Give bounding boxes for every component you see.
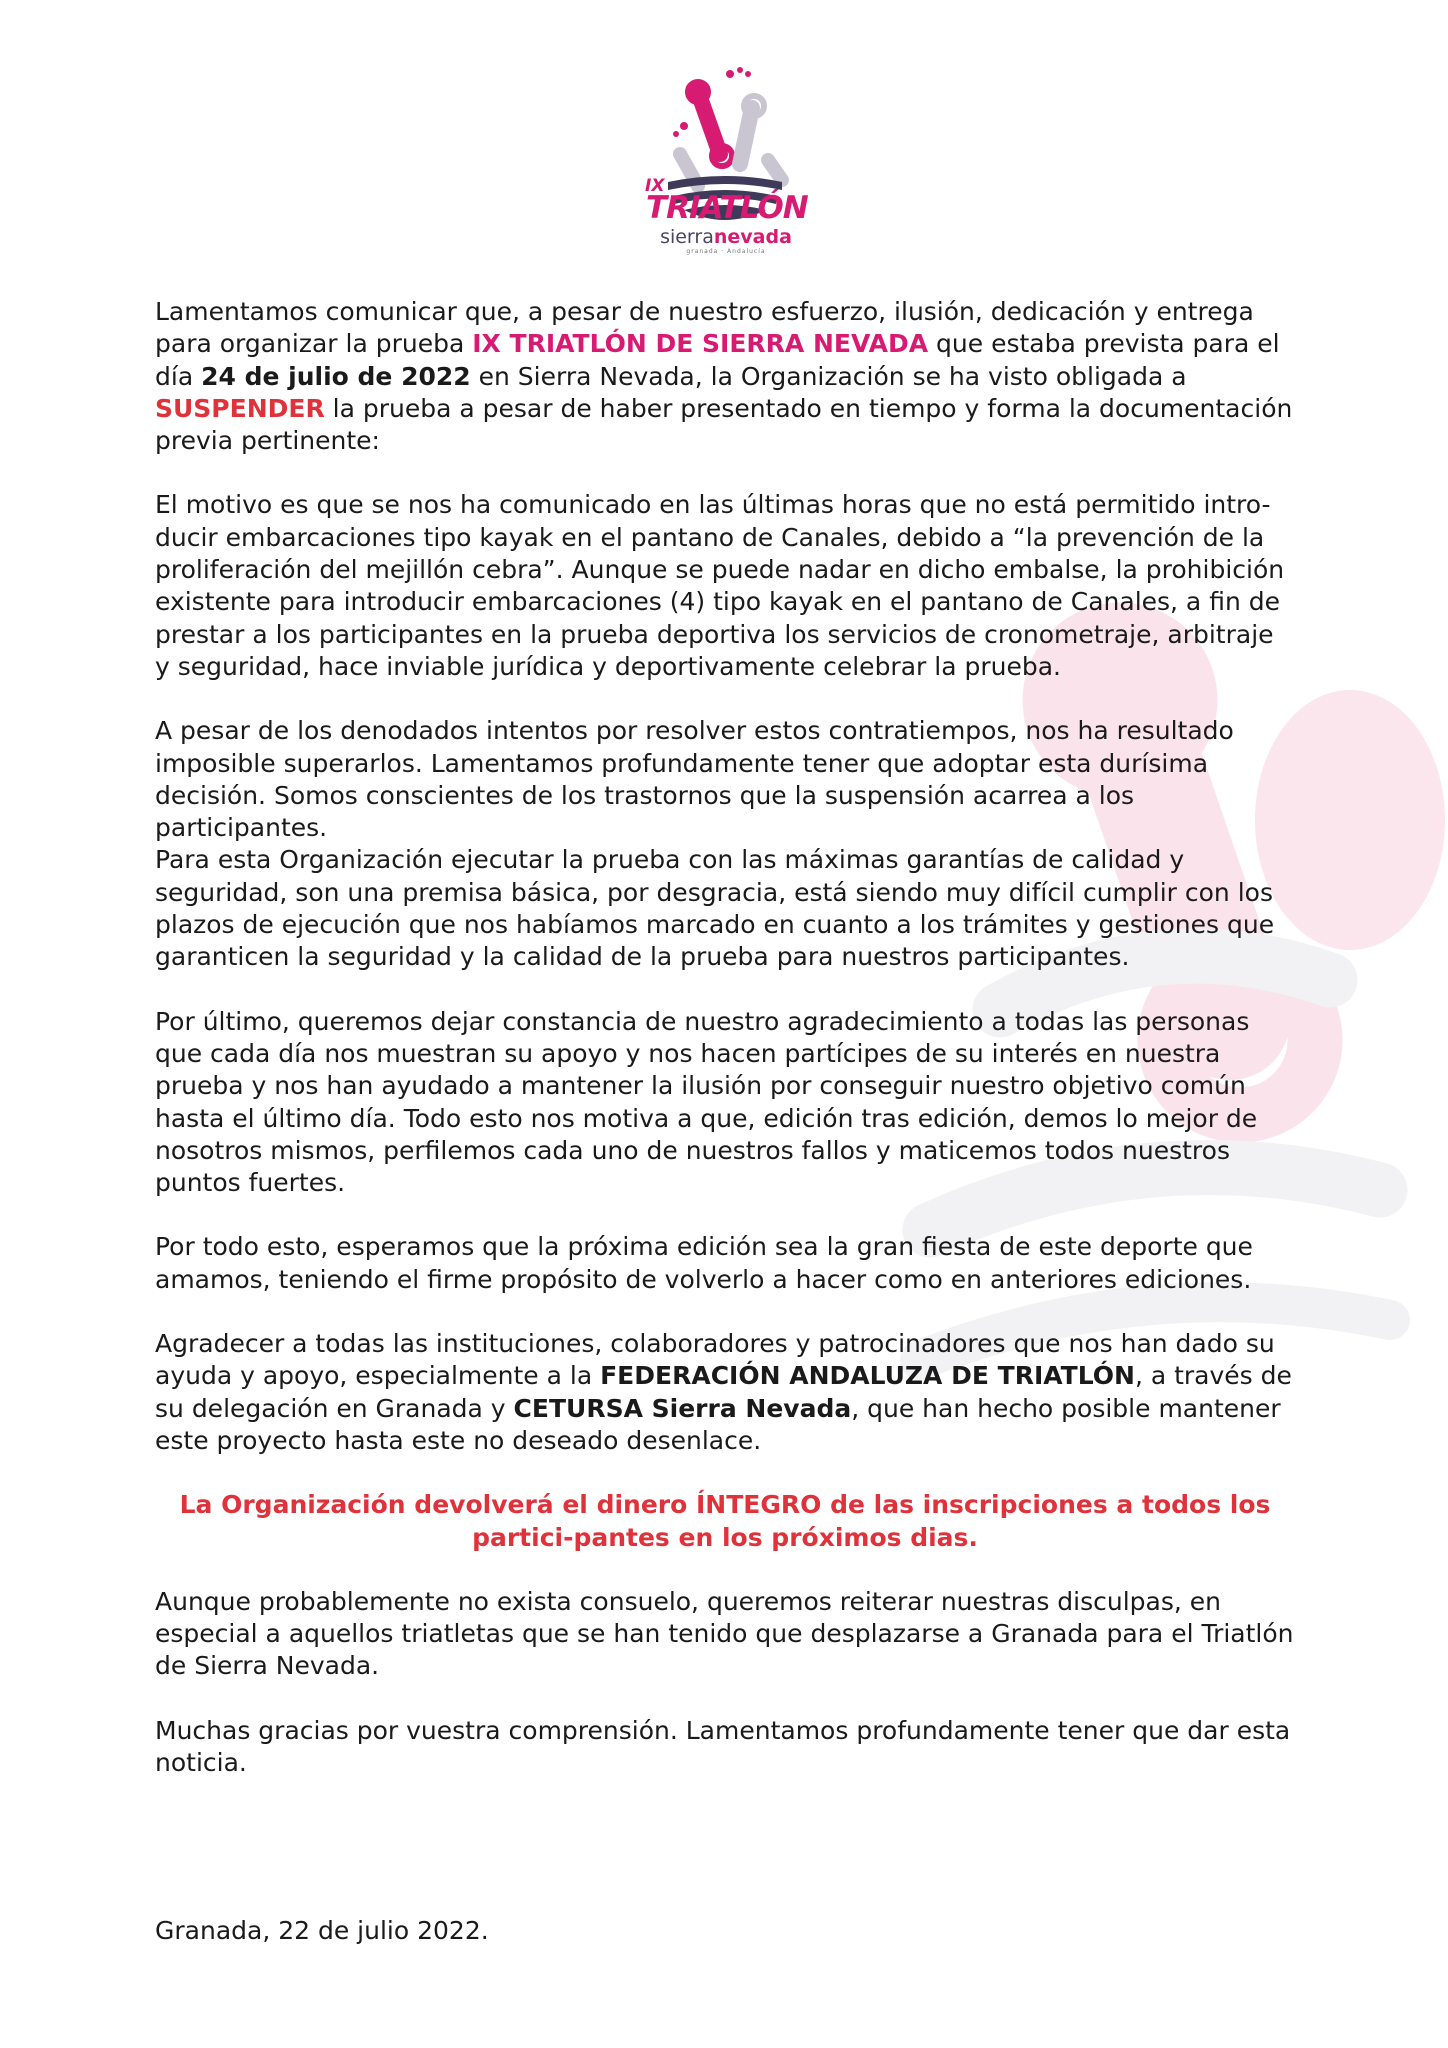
cetursa-name: CETURSA Sierra Nevada bbox=[513, 1393, 852, 1423]
logo-subtitle: sierranevada bbox=[660, 226, 792, 248]
paragraph-acknowledgements: Agradecer a todas las instituciones, colaboradores y patrocinadores que nos han dado su ayuda y apoyo, especialmente a la FEDERACIÓN ANDALUZA DE TRIATLÓN, a través de su delegación en Granada y CETURSA Sierra Nevada, que han hecho posible mantener este proyecto hasta este no deseado desenlace. bbox=[155, 1329, 1292, 1455]
paragraph-closing: Muchas gracias por vuestra comprensión. Lamentamos profundamente tener que dar esta noticia. bbox=[155, 1715, 1291, 1777]
paragraph-next-edition: Por todo esto, esperamos que la próxima edición sea la gran fiesta de este deporte que amamos, teniendo el firme propósito de volverlo a hacer como en anteriores ediciones. bbox=[155, 1232, 1253, 1294]
logo-edition: IX bbox=[645, 176, 665, 196]
signature-line: Granada, 22 de julio 2022. bbox=[155, 1916, 489, 1945]
event-date: 24 de julio de 2022 bbox=[201, 361, 471, 391]
paragraph-apology: Aunque probablemente no exista consuelo, queremos reiterar nuestras disculpas, en especial a aquellos triatletas que se han tenido que desplazarse a Granada para el Triatlón de Sierra Nevada. bbox=[155, 1586, 1294, 1681]
logo-tagline: granada · Andalucía bbox=[686, 248, 766, 255]
suspend-word: SUSPENDER bbox=[155, 393, 325, 423]
event-name: IX TRIATLÓN DE SIERRA NEVADA bbox=[472, 329, 929, 359]
paragraph-intro: Lamentamos comunicar que, a pesar de nuestro esfuerzo, ilusión, dedicación y entrega para organizar la prueba IX TRIATLÓN DE SIERRA NEVADA que estaba prevista para el día 24 de julio de 2022 en Sierra Nevada, la Organización se ha visto obligada a SUSPENDER la prueba a pesar de haber presentado en tiempo y forma la documentación previa pertinente: bbox=[155, 297, 1293, 456]
logo-title: TRIATLÓN bbox=[646, 190, 808, 226]
paragraph-reason: El motivo es que se nos ha comunicado en las últimas horas que no está permitido intro-ducir embarcaciones tipo kayak en el pantano de Canales, debido a “la prevención de la proliferación del mejillón cebra”. Aunque se puede nadar en dicho embalse, la prohibición existente para introducir embarcaciones (4) tipo kayak en el pantano de Canales, a fin de prestar a los participantes en la prueba deportiva los servicios de cronometraje, arbitraje y seguridad, hace inviable jurídica y deportivamente celebrar la prueba. bbox=[155, 490, 1285, 681]
letter-body bbox=[155, 296, 1295, 1811]
federation-name: FEDERACIÓN ANDALUZA DE TRIATLÓN bbox=[600, 1361, 1135, 1391]
refund-notice: La Organización devolverá el dinero ÍNTEGRO de las inscripciones a todos los partici-pantes en los próximos dias. bbox=[179, 1490, 1271, 1552]
paragraph-attempts: A pesar de los denodados intentos por resolver estos contratiempos, nos ha resultado imposible superarlos. Lamentamos profundamente tener que adoptar esta durísima decisión. Somos conscientes de los trastornos que la suspensión acarrea a los participantes. bbox=[155, 716, 1234, 843]
paragraph-guarantees: Para esta Organización ejecutar la prueba con las máximas garantías de calidad y seguridad, son una premisa básica, por desgracia, está siendo muy difícil cumplir con los plazos de ejecución que nos habíamos marcado en cuanto a los trámites y gestiones que garanticen la seguridad y la calidad de la prueba para nuestros participantes. bbox=[155, 845, 1275, 972]
paragraph-thanks: Por último, queremos dejar constancia de nuestro agradecimiento a todas las personas que cada día nos muestran su apoyo y nos hacen partícipes de su interés en nuestra prueba y nos han ayudado a mantener la ilusión por conseguir nuestro objetivo común hasta el último día. Todo esto nos motiva a que, edición tras edición, demos lo mejor de nosotros mismos, perfilemos cada uno de nuestros fallos y maticemos todos nuestros puntos fuertes. bbox=[155, 1006, 1258, 1198]
